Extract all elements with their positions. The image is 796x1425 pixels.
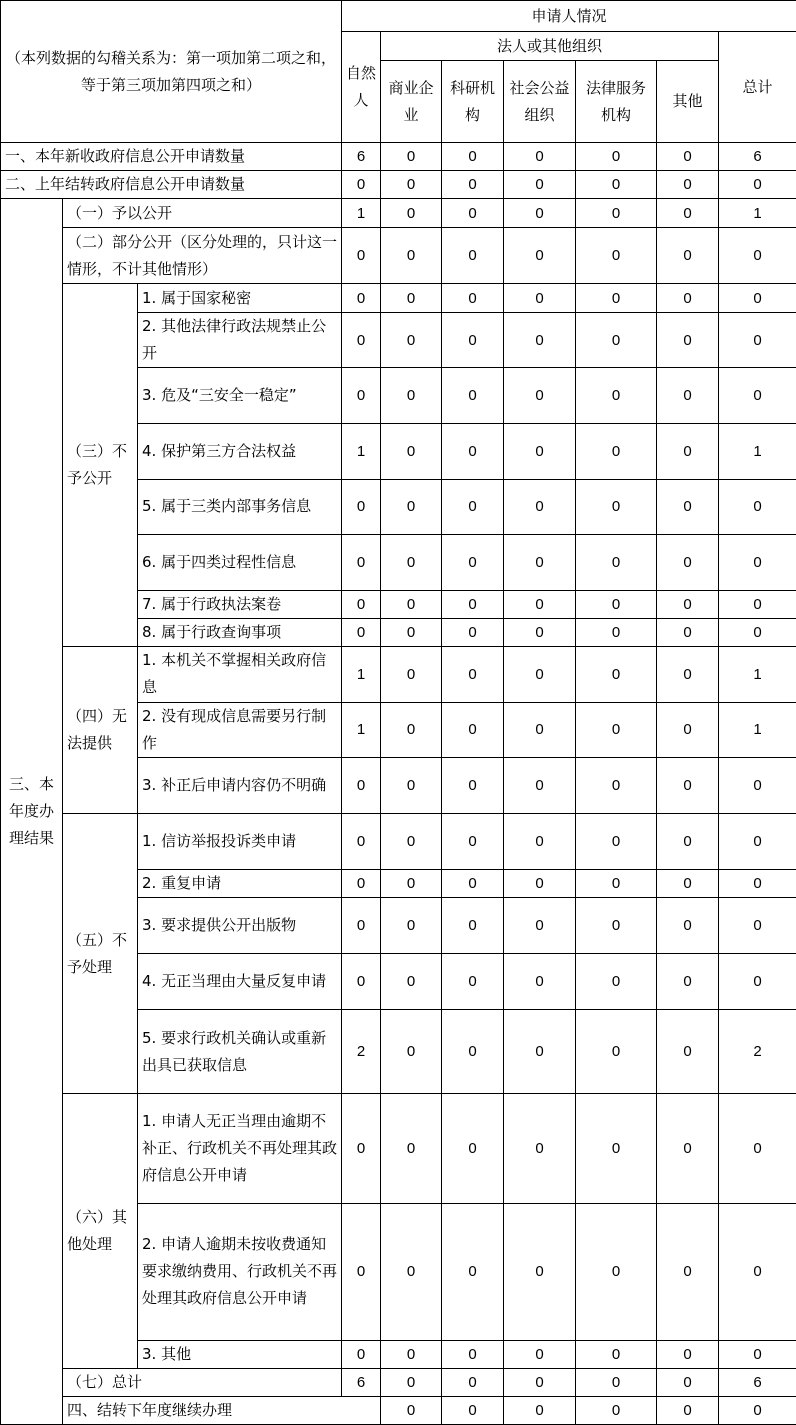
value-cell: 0 <box>342 1094 381 1203</box>
table-row <box>1 199 796 228</box>
value-cell: 0 <box>576 423 657 479</box>
table-row <box>1 646 796 702</box>
value-cell: 0 <box>719 954 796 1010</box>
value-cell: 0 <box>504 368 576 423</box>
row-label: 1. 申请人无正当理由逾期不补正、行政机关不再处理其政府信息公开申请 <box>138 1094 342 1203</box>
table-row <box>1 143 796 171</box>
value-cell: 0 <box>719 1340 796 1368</box>
value-cell: 0 <box>504 199 576 228</box>
value-cell: 1 <box>719 199 796 228</box>
value-cell: 0 <box>442 870 504 898</box>
value-cell: 0 <box>504 814 576 870</box>
value-cell: 0 <box>657 143 719 171</box>
value-cell: 0 <box>442 143 504 171</box>
value-cell: 0 <box>719 590 796 618</box>
table-row <box>1 1396 796 1424</box>
table-row <box>1 1094 796 1203</box>
row-label: 7. 属于行政执法案卷 <box>138 590 342 618</box>
value-cell: 0 <box>442 1340 504 1368</box>
value-cell: 0 <box>442 898 504 954</box>
row-label: 2. 没有现成信息需要另行制作 <box>138 702 342 757</box>
value-cell: 0 <box>381 590 442 618</box>
value-cell: 0 <box>504 898 576 954</box>
value-cell: 0 <box>342 757 381 813</box>
row-label: 四、结转下年度继续办理 <box>63 1396 381 1424</box>
value-cell: 0 <box>442 702 504 757</box>
value-cell: 0 <box>576 898 657 954</box>
row-label: 8. 属于行政查询事项 <box>138 618 342 646</box>
value-cell: 0 <box>504 1094 576 1203</box>
value-cell: 1 <box>342 423 381 479</box>
value-cell: 0 <box>576 1368 657 1396</box>
value-cell: 0 <box>342 171 381 199</box>
value-cell: 0 <box>576 814 657 870</box>
value-cell: 0 <box>719 284 796 313</box>
value-cell: 0 <box>442 1010 504 1094</box>
value-cell: 0 <box>342 618 381 646</box>
value-cell: 0 <box>381 1396 442 1424</box>
value-cell: 0 <box>381 1340 442 1368</box>
value-cell: 0 <box>504 870 576 898</box>
column-header-other: 其他 <box>657 61 719 143</box>
value-cell: 0 <box>442 646 504 702</box>
column-header-legal-service: 法律服务机构 <box>576 61 657 143</box>
table-row <box>1 1368 796 1396</box>
value-cell: 0 <box>342 814 381 870</box>
value-cell: 0 <box>657 1010 719 1094</box>
value-cell: 0 <box>576 284 657 313</box>
value-cell: 0 <box>504 479 576 534</box>
value-cell: 0 <box>576 646 657 702</box>
value-cell: 0 <box>504 954 576 1010</box>
value-cell: 0 <box>719 618 796 646</box>
value-cell: 0 <box>657 423 719 479</box>
value-cell: 0 <box>576 171 657 199</box>
value-cell: 0 <box>504 171 576 199</box>
value-cell: 6 <box>719 1368 796 1396</box>
value-cell: 0 <box>442 228 504 284</box>
value-cell: 0 <box>442 618 504 646</box>
value-cell: 6 <box>342 1368 381 1396</box>
value-cell: 0 <box>442 479 504 534</box>
value-cell: 0 <box>576 534 657 590</box>
value-cell: 0 <box>576 1340 657 1368</box>
row-label: 3. 要求提供公开出版物 <box>138 898 342 954</box>
value-cell: 0 <box>442 199 504 228</box>
value-cell: 0 <box>576 143 657 171</box>
value-cell: 0 <box>504 590 576 618</box>
value-cell: 0 <box>657 199 719 228</box>
value-cell: 0 <box>342 898 381 954</box>
row-label: 3. 补正后申请内容仍不明确 <box>138 757 342 813</box>
value-cell: 0 <box>719 479 796 534</box>
value-cell: 0 <box>381 199 442 228</box>
value-cell: 0 <box>342 534 381 590</box>
value-cell: 0 <box>576 702 657 757</box>
value-cell: 0 <box>342 313 381 368</box>
value-cell: 0 <box>381 870 442 898</box>
group-4-label: （四）无法提供 <box>63 646 138 813</box>
value-cell: 0 <box>342 590 381 618</box>
group-3-label: （三）不予公开 <box>63 284 138 646</box>
value-cell: 0 <box>576 313 657 368</box>
value-cell: 0 <box>381 618 442 646</box>
value-cell: 0 <box>381 368 442 423</box>
value-cell: 0 <box>504 646 576 702</box>
value-cell: 0 <box>576 228 657 284</box>
value-cell: 0 <box>342 870 381 898</box>
value-cell: 0 <box>504 313 576 368</box>
value-cell: 0 <box>442 814 504 870</box>
table-row <box>1 171 796 199</box>
value-cell: 0 <box>504 534 576 590</box>
table-row <box>1 284 796 313</box>
value-cell: 0 <box>381 313 442 368</box>
total-header: 总计 <box>719 32 796 143</box>
value-cell: 0 <box>381 228 442 284</box>
value-cell: 0 <box>504 228 576 284</box>
value-cell: 0 <box>381 1203 442 1340</box>
value-cell: 0 <box>381 814 442 870</box>
note-cell: （本列数据的勾稽关系为：第一项加第二项之和，等于第三项加第四项之和） <box>1 1 342 143</box>
row-label: 1. 信访举报投诉类申请 <box>138 814 342 870</box>
value-cell: 0 <box>657 1368 719 1396</box>
value-cell: 0 <box>719 757 796 813</box>
value-cell: 0 <box>576 479 657 534</box>
value-cell: 0 <box>657 1203 719 1340</box>
group-6-label: （六）其他处理 <box>63 1094 138 1368</box>
value-cell: 0 <box>657 1396 719 1424</box>
value-cell: 0 <box>719 368 796 423</box>
table-row <box>1 228 796 284</box>
value-cell: 1 <box>719 423 796 479</box>
value-cell: 0 <box>504 1203 576 1340</box>
row-label: 2. 重复申请 <box>138 870 342 898</box>
value-cell: 0 <box>657 898 719 954</box>
value-cell: 0 <box>719 171 796 199</box>
value-cell: 0 <box>381 757 442 813</box>
value-cell: 0 <box>657 479 719 534</box>
value-cell: 0 <box>719 1094 796 1203</box>
value-cell: 0 <box>442 1396 504 1424</box>
column-header-research: 科研机构 <box>442 61 504 143</box>
value-cell: 0 <box>381 702 442 757</box>
value-cell: 0 <box>342 228 381 284</box>
value-cell: 0 <box>381 954 442 1010</box>
value-cell: 0 <box>657 757 719 813</box>
row-label: 一、本年新收政府信息公开申请数量 <box>1 143 342 171</box>
row-label: 1. 属于国家秘密 <box>138 284 342 313</box>
value-cell: 0 <box>504 618 576 646</box>
value-cell: 0 <box>381 143 442 171</box>
row-label: 3. 危及“三安全一稳定” <box>138 368 342 423</box>
row-label: 5. 要求行政机关确认或重新出具已获取信息 <box>138 1010 342 1094</box>
table-body <box>1 1 796 1425</box>
value-cell: 0 <box>657 814 719 870</box>
value-cell: 2 <box>342 1010 381 1094</box>
value-cell: 0 <box>504 757 576 813</box>
row-label: （一）予以公开 <box>63 199 342 228</box>
value-cell: 0 <box>504 702 576 757</box>
value-cell: 0 <box>576 618 657 646</box>
value-cell: 0 <box>657 228 719 284</box>
value-cell: 0 <box>381 1368 442 1396</box>
natural-person-header: 自然人 <box>342 32 381 143</box>
value-cell: 0 <box>719 228 796 284</box>
value-cell: 0 <box>576 1094 657 1203</box>
value-cell: 0 <box>342 284 381 313</box>
value-cell: 0 <box>719 1203 796 1340</box>
value-cell: 1 <box>342 646 381 702</box>
row-label: 6. 属于四类过程性信息 <box>138 534 342 590</box>
value-cell: 0 <box>504 1396 576 1424</box>
value-cell: 0 <box>442 423 504 479</box>
row-label: 4. 无正当理由大量反复申请 <box>138 954 342 1010</box>
value-cell: 0 <box>657 1340 719 1368</box>
value-cell: 0 <box>657 284 719 313</box>
value-cell: 0 <box>719 313 796 368</box>
value-cell: 0 <box>342 479 381 534</box>
value-cell: 1 <box>342 702 381 757</box>
value-cell: 0 <box>576 199 657 228</box>
value-cell: 0 <box>442 313 504 368</box>
value-cell: 1 <box>719 702 796 757</box>
value-cell: 0 <box>576 1396 657 1424</box>
value-cell: 0 <box>657 368 719 423</box>
value-cell: 0 <box>381 534 442 590</box>
column-header-business: 商业企业 <box>381 61 442 143</box>
value-cell: 0 <box>381 1010 442 1094</box>
value-cell: 0 <box>381 898 442 954</box>
row-label: 2. 其他法律行政法规禁止公开 <box>138 313 342 368</box>
value-cell: 0 <box>381 284 442 313</box>
value-cell: 0 <box>576 1010 657 1094</box>
value-cell: 0 <box>719 870 796 898</box>
value-cell: 0 <box>504 1010 576 1094</box>
value-cell: 0 <box>657 313 719 368</box>
section-3-label: 三、本年度办理结果 <box>1 199 63 1425</box>
value-cell: 0 <box>442 757 504 813</box>
value-cell: 0 <box>576 590 657 618</box>
value-cell: 0 <box>719 898 796 954</box>
value-cell: 0 <box>342 1340 381 1368</box>
value-cell: 1 <box>342 199 381 228</box>
value-cell: 0 <box>657 1094 719 1203</box>
value-cell: 0 <box>504 423 576 479</box>
table-row <box>1 814 796 870</box>
column-header-public-welfare: 社会公益组织 <box>504 61 576 143</box>
value-cell: 0 <box>719 814 796 870</box>
row-label: 1. 本机关不掌握相关政府信息 <box>138 646 342 702</box>
value-cell: 0 <box>719 1396 796 1424</box>
value-cell: 0 <box>504 1368 576 1396</box>
row-label: 4. 保护第三方合法权益 <box>138 423 342 479</box>
value-cell: 0 <box>381 423 442 479</box>
value-cell: 0 <box>576 870 657 898</box>
row-label: （二）部分公开（区分处理的，只计这一情形，不计其他情形） <box>63 228 342 284</box>
value-cell: 0 <box>657 870 719 898</box>
value-cell: 0 <box>576 954 657 1010</box>
value-cell: 0 <box>442 1368 504 1396</box>
value-cell: 0 <box>719 534 796 590</box>
value-cell: 0 <box>442 284 504 313</box>
value-cell: 6 <box>342 143 381 171</box>
row-label: （七）总计 <box>63 1368 342 1396</box>
value-cell: 0 <box>657 534 719 590</box>
value-cell: 0 <box>576 757 657 813</box>
value-cell: 0 <box>657 702 719 757</box>
row-label: 2. 申请人逾期未按收费通知要求缴纳费用、行政机关不再处理其政府信息公开申请 <box>138 1203 342 1340</box>
value-cell: 2 <box>719 1010 796 1094</box>
applicant-situation-header: 申请人情况 <box>342 1 796 32</box>
value-cell: 1 <box>719 646 796 702</box>
value-cell: 0 <box>381 646 442 702</box>
value-cell: 0 <box>342 954 381 1010</box>
value-cell: 0 <box>657 171 719 199</box>
value-cell: 0 <box>576 368 657 423</box>
row-label: 二、上年结转政府信息公开申请数量 <box>1 171 342 199</box>
value-cell: 0 <box>657 618 719 646</box>
value-cell: 0 <box>381 171 442 199</box>
value-cell: 0 <box>442 590 504 618</box>
row-label: 5. 属于三类内部事务信息 <box>138 479 342 534</box>
value-cell: 0 <box>442 1094 504 1203</box>
value-cell: 0 <box>381 1094 442 1203</box>
value-cell: 0 <box>504 284 576 313</box>
value-cell: 0 <box>442 954 504 1010</box>
value-cell: 0 <box>657 954 719 1010</box>
value-cell: 6 <box>719 143 796 171</box>
legal-group-header: 法人或其他组织 <box>381 32 719 61</box>
value-cell: 0 <box>657 646 719 702</box>
value-cell: 0 <box>504 1340 576 1368</box>
value-cell: 0 <box>442 368 504 423</box>
value-cell: 0 <box>342 1203 381 1340</box>
value-cell: 0 <box>576 1203 657 1340</box>
value-cell: 0 <box>657 590 719 618</box>
value-cell: 0 <box>442 171 504 199</box>
row-label: 3. 其他 <box>138 1340 342 1368</box>
value-cell: 0 <box>442 1203 504 1340</box>
value-cell: 0 <box>504 143 576 171</box>
value-cell: 0 <box>442 534 504 590</box>
value-cell: 0 <box>381 479 442 534</box>
group-5-label: （五）不予处理 <box>63 814 138 1094</box>
value-cell: 0 <box>342 368 381 423</box>
